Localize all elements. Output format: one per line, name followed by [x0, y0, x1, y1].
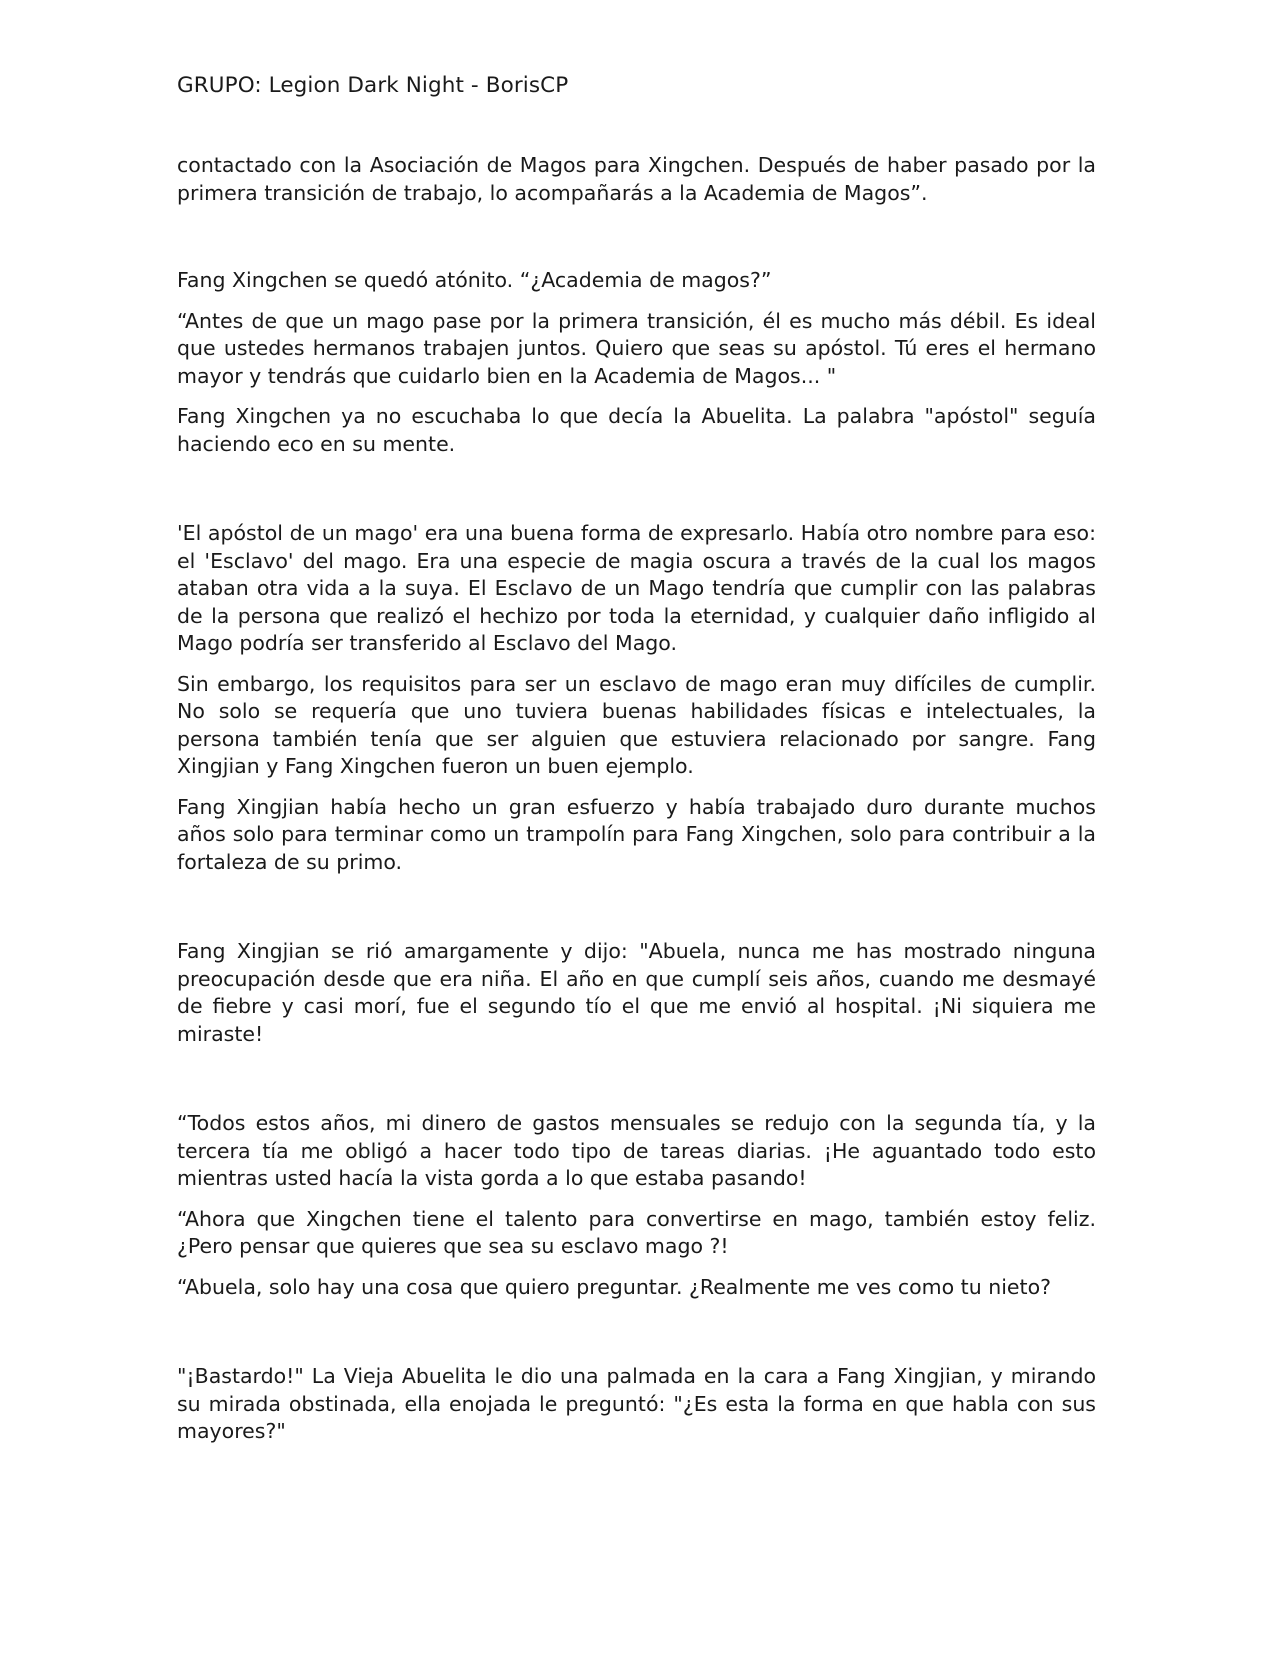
- paragraph-spacer: [177, 390, 1096, 403]
- paragraph-spacer: [177, 1048, 1096, 1110]
- paragraph: 'El apóstol de un mago' era una buena forma de expresarlo. Había otro nombre para eso: el 'Esclavo' del mago. Era una especie de magia oscura a través de la cual los magos ataban otra vida a la suya. El Esclavo de un Mago tendría que cumplir con las palabras de la persona que realizó el hechizo por toda la eternidad, y cualquier daño infligido al Mago podría ser transferido al Esclavo del Mago.: [177, 521, 1096, 655]
- paragraph: Fang Xingjian había hecho un gran esfuerzo y había trabajado duro durante muchos años solo para terminar como un trampolín para Fang Xingchen, solo para contribuir a la fortaleza de su primo.: [177, 794, 1096, 874]
- paragraph: contactado con la Asociación de Magos para Xingchen. Después de haber pasado por la primera transición de trabajo, lo acompañarás a la Academia de Magos”.: [177, 153, 1096, 205]
- paragraph-spacer: [177, 295, 1096, 308]
- paragraph: “Ahora que Xingchen tiene el talento para convertirse en mago, también estoy feliz. ¿Pero pensar que quieres que sea su esclavo mago ?!: [177, 1206, 1096, 1258]
- paragraph: Fang Xingjian se rió amargamente y dijo: "Abuela, nunca me has mostrado ninguna preocupación desde que era niña. El año en que cumplí seis años, cuando me desmayé de fiebre y casi morí, fue el segundo tío el que me envió al hospital. ¡Ni siquiera me miraste!: [177, 939, 1096, 1046]
- paragraph: “Abuela, solo hay una cosa que quiero preguntar. ¿Realmente me ves como tu nieto?: [177, 1274, 1051, 1299]
- paragraph-spacer: [177, 876, 1096, 938]
- paragraph-spacer: [177, 658, 1096, 671]
- paragraph: "¡Bastardo!" La Vieja Abuelita le dio una palmada en la cara a Fang Xingjian, y mirando su mirada obstinada, ella enojada le preguntó: "¿Es esta la forma en que habla con sus mayores?": [177, 1364, 1096, 1443]
- paragraph-spacer: [177, 1261, 1096, 1274]
- paragraph: “Antes de que un mago pase por la primera transición, él es mucho más débil. Es ideal que ustedes hermanos trabajen juntos. Quiero que seas su apóstol. Tú eres el hermano mayor y tendrás que cuidarlo bien en la Academia de Magos... ": [177, 308, 1096, 388]
- paragraph-spacer: [177, 1193, 1096, 1206]
- paragraph: Sin embargo, los requisitos para ser un esclavo de mago eran muy difíciles de cumplir. No solo se requería que uno tuviera buenas habilidades físicas e intelectuales, la persona también tenía que ser alguien que estuviera relacionado por sangre. Fang Xingjian y Fang Xingchen fueron un buen ejemplo.: [177, 671, 1096, 778]
- document-body: [177, 152, 1096, 1446]
- paragraph-spacer: [177, 781, 1096, 794]
- paragraph-spacer: [177, 458, 1096, 520]
- group-header: GRUPO: Legion Dark Night - BorisCP: [177, 73, 569, 98]
- paragraph-spacer: [177, 1301, 1096, 1363]
- paragraph-spacer: [177, 207, 1096, 267]
- paragraph: Fang Xingchen ya no escuchaba lo que decía la Abuelita. La palabra "apóstol" seguía haciendo eco en su mente.: [177, 404, 1096, 456]
- paragraph: “Todos estos años, mi dinero de gastos mensuales se redujo con la segunda tía, y la tercera tía me obligó a hacer todo tipo de tareas diarias. ¡He aguantado todo esto mientras usted hacía la vista gorda a lo que estaba pasando!: [177, 1111, 1096, 1190]
- paragraph: Fang Xingchen se quedó atónito. “¿Academia de magos?”: [177, 268, 772, 292]
